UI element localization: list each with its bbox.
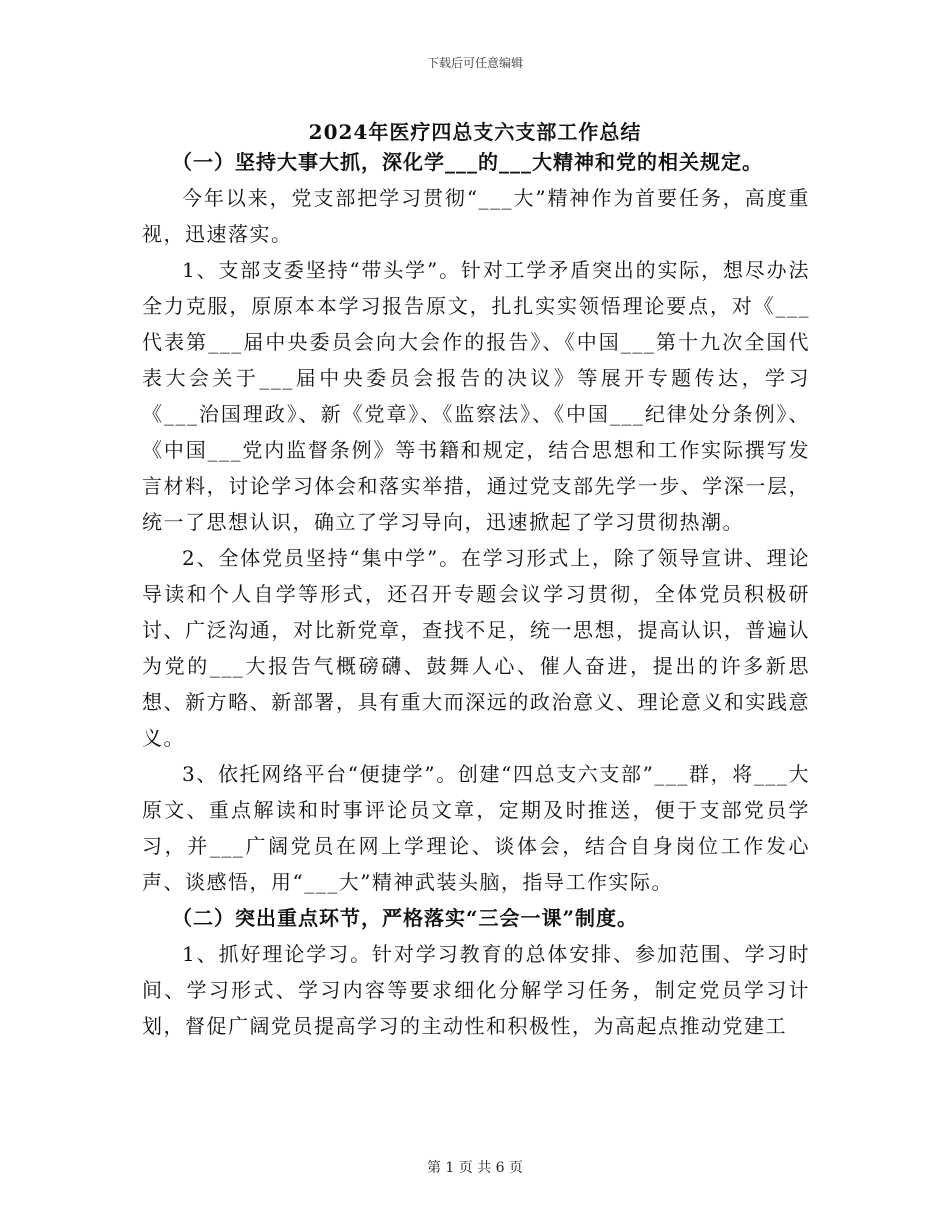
- header-note: 下载后可任意编辑: [426, 56, 523, 70]
- paragraph: 2、全体党员坚持“集中学”。在学习形式上，除了领导宣讲、理论导读和个人自学等形式，还召开专题会议学习贯彻，全体党员积极研讨、广泛沟通，对比新党章，查找不足，统一思想，提高认识，普遍认为党的___大报告气概磅礴、鼓舞人心、催人奋进，提出的许多新思想、新方略、新部署，具有重大而深远的政治意义、理论意义和实践意义。: [142, 546, 810, 750]
- page-number: 第 1 页 共 6 页: [426, 1160, 524, 1176]
- document-body: [142, 144, 810, 1044]
- section-heading: （二）突出重点环节，严格落实“三会一课”制度。: [172, 906, 639, 930]
- section-heading: （一）坚持大事大抓，深化学___的___大精神和党的相关规定。: [172, 150, 763, 174]
- paragraph: 1、抓好理论学习。针对学习教育的总体安排、参加范围、学习时间、学习形式、学习内容等要求细化分解学习任务，制定党员学习计划，督促广阔党员提高学习的主动性和积极性，为高起点推动党建工: [142, 942, 810, 1038]
- document-title: 2024年医疗四总支六支部工作总结: [308, 120, 642, 144]
- paragraph: 1、支部支委坚持“带头学”。针对工学矛盾突出的实际，想尽办法全力克服，原原本本学习报告原文，扎扎实实领悟理论要点，对《___代表第___届中央委员会向大会作的报告》、《中国___第十九次全国代表大会关于___届中央委员会报告的决议》等展开专题传达，学习《___治国理政》、新《党章》、《监察法》、《中国___纪律处分条例》、《中国___党内监督条例》等书籍和规定，结合思想和工作实际撰写发言材料，讨论学习体会和落实举措，通过党支部先学一步、学深一层，统一了思想认识，确立了学习导向，迅速掀起了学习贯彻热潮。: [142, 258, 810, 534]
- paragraph: 今年以来，党支部把学习贯彻“___大”精神作为首要任务，高度重视，迅速落实。: [142, 186, 810, 246]
- paragraph: 3、依托网络平台“便捷学”。创建“四总支六支部”___群，将___大原文、重点解读和时事评论员文章，定期及时推送，便于支部党员学习，并___广阔党员在网上学理论、谈体会，结合自身岗位工作发心声、谈感悟，用“___大”精神武装头脑，指导工作实际。: [142, 762, 810, 894]
